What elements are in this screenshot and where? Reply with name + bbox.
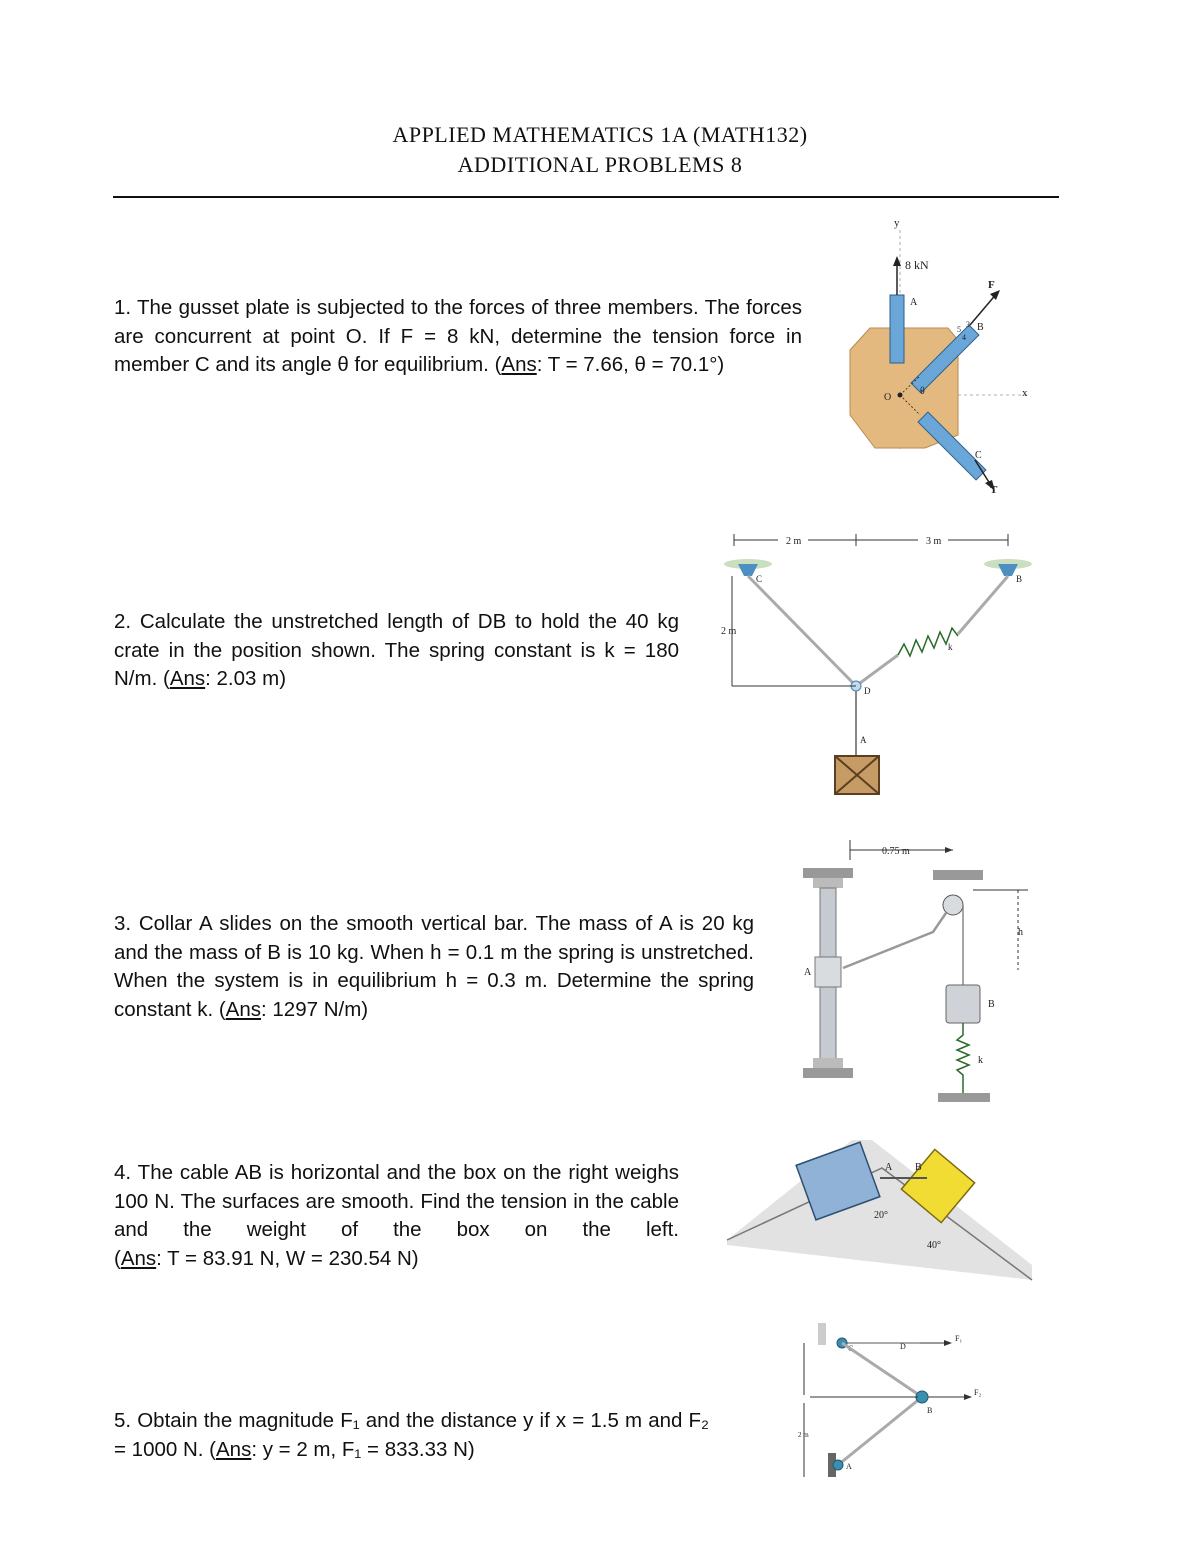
fig1-label-5: 5 <box>957 325 961 334</box>
problem-2-answer: (Ans: 2.03 m) <box>162 667 287 690</box>
fig3-label-a: A <box>804 967 812 978</box>
fig5-label-2m: 2 m <box>798 1431 809 1439</box>
fig4-label-40: 40° <box>927 1240 941 1251</box>
figure-boxes-inclines <box>722 1140 1042 1290</box>
fig2-label-2m-side: 2 m <box>721 626 737 637</box>
fig2-label-3m: 3 m <box>926 536 942 547</box>
fig1-label-b: B <box>977 322 984 333</box>
problem-4 <box>114 1159 679 1273</box>
figure-spring-crate <box>718 530 1038 800</box>
fig1-label-f: F <box>988 279 995 291</box>
figure-collar-weight <box>798 835 1038 1115</box>
fig1-label-8kn: 8 kN <box>905 258 929 272</box>
fig2-label-a: A <box>860 735 867 745</box>
fig1-label-y: y <box>894 217 900 229</box>
fig2-label-2m-top: 2 m <box>786 536 802 547</box>
fig3-label-k: k <box>978 1055 983 1066</box>
fig1-label-3: 3 <box>966 320 970 329</box>
fig1-label-c: C <box>975 450 982 461</box>
problem-2-text: 2. Calculate the unstretched length of DB to hold the 40 kg crate in the position shown. The spring constant is k = 180 N/m. <box>114 610 679 690</box>
problem-5 <box>114 1407 709 1464</box>
fig4-label-20: 20° <box>874 1210 888 1221</box>
fig3-label-dist: 0.75 m <box>882 846 910 857</box>
fig1-label-t: T <box>990 484 998 496</box>
problem-3 <box>114 910 754 1024</box>
fig4-label-b: B <box>915 1162 922 1173</box>
problem-1-text: 1. The gusset plate is subjected to the forces of three members. The forces are concurrent at point O. If F = 8 kN, determine the tension force in member C and its angle θ for equilibrium. <box>114 296 802 376</box>
fig5-label-d: D <box>900 1342 906 1351</box>
problem-3-answer: (Ans: 1297 N/m) <box>218 997 369 1021</box>
figure-cable-system <box>790 1315 990 1495</box>
problem-2 <box>114 608 679 694</box>
fig2-label-b: B <box>1016 574 1023 584</box>
problem-1 <box>114 294 802 380</box>
header-rule <box>113 196 1059 198</box>
problem-3-text: 3. Collar A slides on the smooth vertical bar. The mass of A is 20 kg and the mass of B is 10 kg. When h = 0.1 m the spring is unstretched. When the system is in equilibrium h = 0.3 m. Determine the spring constant k. <box>114 912 754 1021</box>
fig5-label-a: A <box>846 1462 852 1471</box>
figure-gusset-plate <box>830 210 1050 500</box>
fig2-label-k: k <box>948 642 953 652</box>
problem-1-answer: (Ans: T = 7.66, θ = 70.1°) <box>494 353 725 376</box>
problem-4-text: 4. The cable AB is horizontal and the box on the right weighs 100 N. The surfaces are smooth. Find the tension in the cable and the weight of the box on the left. <box>114 1161 679 1241</box>
fig2-label-d: D <box>864 686 871 696</box>
problem-5-answer: (Ans: y = 2 m, F₁ = 833.33 N) <box>209 1437 475 1461</box>
fig5-label-f1: F₁ <box>955 1334 963 1343</box>
fig1-label-theta: θ <box>920 386 925 397</box>
fig3-label-b: B <box>988 999 995 1010</box>
problem-5-text: 5. Obtain the magnitude F₁ and the distance y if x = 1.5 m and F₂ = 1000 N. <box>114 1409 709 1461</box>
fig1-label-o: O <box>884 392 892 403</box>
fig5-label-f2: F₂ <box>974 1388 982 1397</box>
fig5-label-b: B <box>927 1406 933 1415</box>
page-title: APPLIED MATHEMATICS 1A (MATH132) <box>392 122 808 147</box>
fig1-label-a: A <box>910 297 918 308</box>
fig3-label-h: h <box>1018 927 1023 938</box>
fig4-label-a: A <box>885 1162 893 1173</box>
problem-4-answer: (Ans: T = 83.91 N, W = 230.54 N) <box>114 1246 419 1270</box>
fig1-label-x: x <box>1022 387 1028 399</box>
page-subtitle: ADDITIONAL PROBLEMS 8 <box>457 152 743 177</box>
fig2-label-c: C <box>756 574 763 584</box>
fig1-label-4: 4 <box>962 333 966 342</box>
